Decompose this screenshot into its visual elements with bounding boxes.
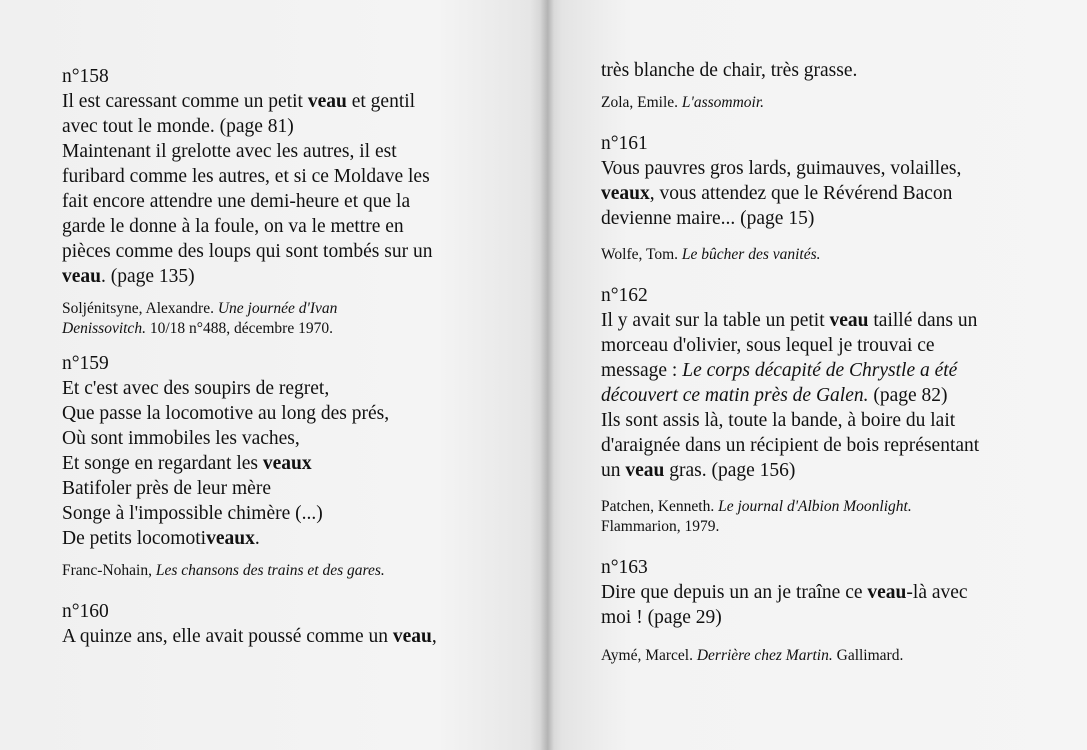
text-line: Il y avait sur la table un petit veau taillé dans un — [601, 310, 978, 331]
text-line: De petits locomotiveaux. — [62, 528, 260, 549]
text-line: Il est caressant comme un petit veau et gentil — [62, 91, 416, 112]
text-line: furibard comme les autres, et si ce Moldave les — [62, 166, 430, 187]
entry-158 — [62, 64, 546, 339]
text-line: A quinze ans, elle avait poussé comme un veau, — [62, 626, 437, 647]
right-page — [546, 0, 1087, 750]
entry-number: n°160 — [62, 601, 109, 622]
text-line: veaux, vous attendez que le Révérend Bacon — [601, 183, 953, 204]
text-line: Que passe la locomotive au long des prés, — [62, 403, 390, 424]
text-line: veau. (page 135) — [62, 266, 195, 287]
entry-163 — [601, 555, 1087, 666]
text-line: Songe à l'impossible chimère (...) — [62, 503, 323, 524]
text-line: Maintenant il grelotte avec les autres, il est — [62, 141, 397, 162]
source-citation: Zola, Emile. L'assommoir. — [601, 94, 765, 111]
text-line: très blanche de chair, très grasse. — [601, 60, 858, 81]
text-line: fait encore attendre une demi-heure et que la — [62, 191, 411, 212]
entry-162 — [601, 283, 1087, 537]
entry-number: n°158 — [62, 66, 109, 87]
text-line: un veau gras. (page 156) — [601, 460, 796, 481]
text-line: message : Le corps décapité de Chrystle a été — [601, 360, 958, 381]
gutter-shadow — [540, 0, 554, 750]
text-line: Ils sont assis là, toute la bande, à boire du lait — [601, 410, 956, 431]
text-line: moi ! (page 29) — [601, 607, 722, 628]
source-citation: Wolfe, Tom. Le bûcher des vanités. — [601, 246, 821, 263]
text-line: pièces comme des loups qui sont tombés sur un — [62, 241, 433, 262]
entry-number: n°163 — [601, 557, 648, 578]
entry-number: n°159 — [62, 353, 109, 374]
text-line: Et c'est avec des soupirs de regret, — [62, 378, 330, 399]
text-line: Où sont immobiles les vaches, — [62, 428, 300, 449]
entry-160-continued — [601, 58, 1087, 113]
entry-161 — [601, 131, 1087, 265]
entry-number: n°162 — [601, 285, 648, 306]
text-line: Batifoler près de leur mère — [62, 478, 271, 499]
text-line: Et songe en regardant les veaux — [62, 453, 312, 474]
entry-159 — [62, 351, 546, 581]
text-line: Dire que depuis un an je traîne ce veau-là avec — [601, 582, 968, 603]
entry-number: n°161 — [601, 133, 648, 154]
text-line: d'araignée dans un récipient de bois représentant — [601, 435, 980, 456]
text-line: morceau d'olivier, sous lequel je trouvai ce — [601, 335, 935, 356]
text-line: avec tout le monde. (page 81) — [62, 116, 294, 137]
text-line: Vous pauvres gros lards, guimauves, volailles, — [601, 158, 962, 179]
source-citation: Patchen, Kenneth. Le journal d'Albion Moonlight. Flammarion, 1979. — [601, 498, 912, 535]
source-citation: Soljénitsyne, Alexandre. Une journée d'Ivan Denissovitch. 10/18 n°488, décembre 1970. — [62, 300, 338, 337]
text-line: découvert ce matin près de Galen. (page 82) — [601, 385, 948, 406]
entry-160 — [62, 599, 546, 649]
text-line: devienne maire... (page 15) — [601, 208, 815, 229]
source-citation: Aymé, Marcel. Derrière chez Martin. Gallimard. — [601, 647, 904, 664]
text-line: garde le donne à la foule, on va le mettre en — [62, 216, 404, 237]
source-citation: Franc-Nohain, Les chansons des trains et des gares. — [62, 562, 385, 579]
